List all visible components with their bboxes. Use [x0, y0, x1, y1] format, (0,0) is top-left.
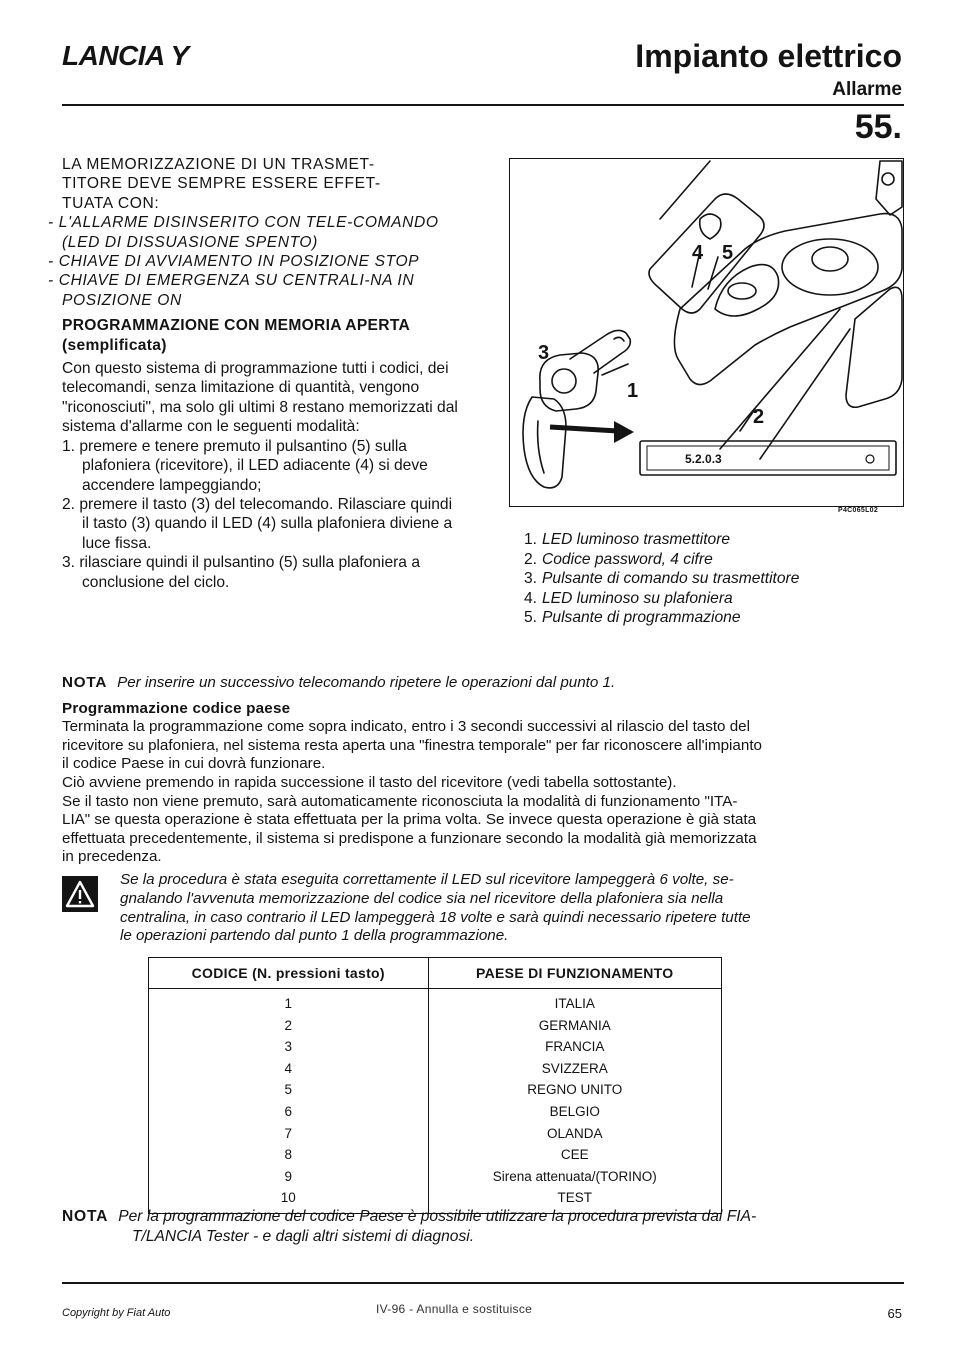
- section-subtitle: Allarme: [832, 79, 902, 100]
- table-header: PAESE DI FUNZIONAMENTO: [428, 958, 721, 988]
- condition-item: - CHIAVE DI AVVIAMENTO IN POSIZIONE STOP: [48, 253, 420, 271]
- country-cell: OLANDA: [428, 1123, 721, 1145]
- code-cell: 4: [284, 1060, 293, 1076]
- legend-number: 5.: [524, 609, 538, 626]
- lamp-lens: [715, 265, 779, 316]
- country-cell: GERMANIA: [428, 1015, 721, 1037]
- callout-number: 1: [627, 380, 639, 402]
- legend-item: [524, 530, 914, 550]
- nota-diagnosi: [62, 1207, 904, 1247]
- callout-number: 3: [538, 342, 550, 364]
- country-cell: REGNO UNITO: [428, 1079, 721, 1101]
- code-cell: 10: [280, 1190, 296, 1206]
- legend-item: [524, 569, 914, 589]
- side-bracket: [846, 287, 902, 407]
- corner-screw: [882, 173, 894, 185]
- table-row: [149, 1079, 721, 1101]
- lamp-ring: [812, 247, 848, 271]
- display-led-icon: [866, 455, 874, 463]
- lamp-ring: [728, 283, 756, 299]
- callout-number: 5: [722, 242, 734, 264]
- code-cell: 8: [284, 1147, 293, 1163]
- warning-line: gnalando l'avvenuta memorizzazione del codice sia nel ricevitore della plafoniera sia nella: [120, 889, 724, 907]
- legend-text: Codice password, 4 cifre: [542, 550, 713, 568]
- figure-legend: [524, 530, 914, 628]
- programming-paragraph: Con questo sistema di programmazione tutti i codici, dei telecomandi, senza limitazione di quantità, vengono "riconosciuti", ma solo gli ultimi 8 restano memorizzati dal sistema d'allarme con le seguenti modalità:: [62, 360, 458, 436]
- copyright: Copyright by Fiat Auto: [62, 1307, 171, 1319]
- country-cell: CEE: [428, 1144, 721, 1166]
- key-tip: [614, 337, 624, 341]
- nota-label: NOTA: [62, 1208, 109, 1225]
- left-column: [48, 155, 458, 592]
- nota2-first-line: [62, 1207, 904, 1227]
- country-line: Terminata la programmazione come sopra indicato, entro i 3 secondi successivi al rilascio del tasto del: [62, 718, 750, 736]
- table-row: [149, 1166, 721, 1188]
- code-cell: 3: [284, 1039, 293, 1055]
- table-header-row: [149, 958, 721, 989]
- transmitter-button: [552, 369, 576, 393]
- country-line: ricevitore su plafoniera, nel sistema resta aperta una "finestra temporale" per far riconoscere all'impianto: [62, 736, 762, 754]
- fob-detail: [538, 421, 544, 473]
- table-row: [149, 1123, 721, 1145]
- country-line: Ciò avviene premendo in rapida successione il tasto del ricevitore (vedi tabella sottostante).: [62, 773, 677, 791]
- nota2-second-line: T/LANCIA Tester - e dagli altri sistemi di diagnosi.: [132, 1228, 475, 1245]
- condition-item: - CHIAVE DI EMERGENZA SU CENTRALI-NA IN POSIZIONE ON: [48, 272, 415, 309]
- legend-number: 3.: [524, 570, 538, 587]
- country-cell: Sirena attenuata/(TORINO): [428, 1166, 721, 1188]
- leader-line: [708, 257, 718, 289]
- nota-label: NOTA: [62, 674, 108, 691]
- code-cell: 7: [284, 1125, 293, 1141]
- step-item: 3. rilasciare quindi il pulsantino (5) sulla plafoniera a conclusione del ciclo.: [62, 554, 420, 591]
- ceiling-line: [720, 309, 840, 449]
- plafoniera-drawing: [510, 159, 903, 506]
- country-line: effettuata precedentemente, il sistema si predispone a funzionare secondo la modalità già memorizzata: [62, 829, 757, 847]
- nota-paragraph: [62, 674, 904, 693]
- legend-number: 4.: [524, 589, 538, 607]
- country-line: in precedenza.: [62, 848, 162, 866]
- leader-line: [602, 364, 628, 375]
- legend-text: Pulsante di programmazione: [542, 609, 741, 626]
- warning-line: Se la procedura è stata eseguita correttamente il LED sul ricevitore lampeggerà 6 volte, se-: [120, 871, 734, 888]
- country-cell: FRANCIA: [428, 1036, 721, 1058]
- warning-icon: [62, 876, 98, 912]
- arrow-head: [614, 421, 634, 443]
- ceiling-line: [660, 161, 710, 219]
- body-text: [62, 674, 904, 867]
- table-row: [149, 989, 721, 1015]
- receiver-illustration: [509, 158, 904, 507]
- warning-line: le operazioni partendo dal punto 1 della programmazione.: [120, 927, 509, 945]
- warning-line: centralina, in caso contrario il LED lampeggerà 18 volte e sarà quindi necessario ripetere tutte: [120, 908, 751, 926]
- page-number: 65: [887, 1306, 902, 1321]
- code-cell: 1: [284, 996, 293, 1011]
- intro-line: LA MEMORIZZAZIONE DI UN TRASMET-: [62, 156, 375, 173]
- code-cell: 6: [284, 1103, 293, 1119]
- country-line: LIA" se questa operazione è stata effettuata per la prima volta. Se invece questa operazione è già stata: [62, 811, 757, 829]
- callout-number: 4: [692, 242, 704, 264]
- legend-item: [524, 550, 914, 570]
- table-row: [149, 1144, 721, 1166]
- table-header: CODICE (N. pressioni tasto): [191, 965, 385, 981]
- revision-stamp: IV-96 - Annulla e sostituisce: [376, 1302, 533, 1316]
- footer-rule: [62, 1282, 904, 1284]
- country-code-table: [148, 957, 722, 1214]
- table-row: [149, 1058, 721, 1080]
- ceiling-line: [760, 329, 850, 459]
- step-item: 1. premere e tenere premuto il pulsantino (5) sulla plafoniera (ricevitore), il LED adiacente (4) si deve accendere lampeggiando;: [62, 437, 428, 494]
- corner-part: [876, 161, 902, 215]
- display-code-text: 5.2.0.3: [685, 452, 722, 466]
- code-cell: 9: [284, 1168, 293, 1184]
- page-code: 55.: [854, 108, 902, 146]
- callout-number: 2: [753, 406, 765, 428]
- table-row: [149, 1036, 721, 1058]
- header-rule: [62, 104, 904, 106]
- code-cell: 5: [284, 1082, 293, 1098]
- step-item: 2. premere il tasto (3) del telecomando. Rilasciare quindi il tasto (3) quando il LED (4) sulla plafoniera diviene a luce fissa.: [62, 495, 453, 552]
- legend-number: 2.: [524, 550, 538, 568]
- nota2-text: Per la programmazione del codice Paese è possibile utilizzare la procedura prevista dal FIA-: [118, 1208, 757, 1225]
- country-line: il codice Paese in cui dovrà funzionare.: [62, 755, 326, 773]
- legend-item: [524, 608, 914, 628]
- brand-title: LANCIA Y: [62, 40, 189, 71]
- table-row: [149, 1015, 721, 1037]
- intro-line: TITORE DEVE SEMPRE ESSERE EFFET-: [62, 175, 381, 193]
- country-cell: TEST: [428, 1187, 721, 1213]
- nota-text: Per inserire un successivo telecomando ripetere le operazioni dal punto 1.: [117, 674, 616, 691]
- country-heading: Programmazione codice paese: [62, 699, 291, 717]
- legend-number: 1.: [524, 531, 538, 548]
- condition-item: - L'ALLARME DISINSERITO CON TELE-COMANDO (LED DI DISSUASIONE SPENTO): [48, 214, 439, 251]
- country-cell: ITALIA: [428, 989, 721, 1015]
- country-cell: BELGIO: [428, 1101, 721, 1123]
- legend-text: LED luminoso trasmettitore: [542, 531, 731, 548]
- programming-heading: PROGRAMMAZIONE CON MEMORIA APERTA (semplificata): [62, 317, 410, 354]
- code-cell: 2: [284, 1017, 293, 1033]
- warning-text: [120, 871, 880, 946]
- table-row: [149, 1101, 721, 1123]
- legend-text: LED luminoso su plafoniera: [542, 589, 733, 607]
- display-window: [647, 446, 889, 470]
- arrow-line: [550, 427, 618, 431]
- legend-item: [524, 589, 914, 609]
- section-title: Impianto elettrico: [635, 38, 902, 74]
- figure-reference: P4C065L02: [838, 507, 879, 514]
- lid-detail: [700, 214, 721, 239]
- intro-line: TUATA CON:: [62, 194, 160, 212]
- country-cell: SVIZZERA: [428, 1058, 721, 1080]
- country-line: Se il tasto non viene premuto, sarà automaticamente riconosciuta la modalità di funzionamento "ITA-: [62, 792, 738, 810]
- legend-text: Pulsante di comando su trasmettitore: [542, 570, 800, 587]
